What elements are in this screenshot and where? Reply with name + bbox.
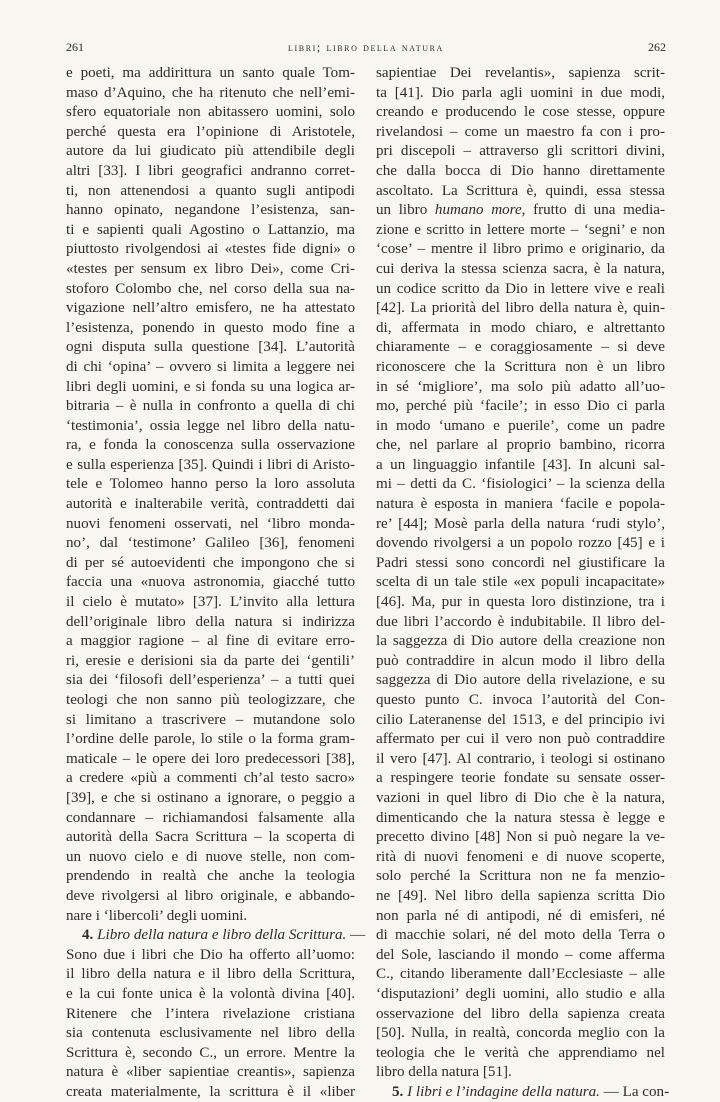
text-line: deve rivolgersi al libro originale, e abbando- — [66, 887, 355, 904]
text-line: si limitano a trascrivere – mutandone solo — [66, 711, 355, 728]
text-line: ‘cose’ – mentre il libro primo e originario, da — [376, 241, 665, 258]
text-line: rità di nuovi fenomeni e di nuove scoperte, — [376, 848, 665, 865]
text-line: «testes per sensum ex libro Dei», come Cri- — [66, 260, 355, 277]
text-line: un codice scritto da Dio in lettere vive e reali — [376, 280, 665, 297]
page-number-right: 262 — [648, 40, 666, 54]
text-line: ne [49]. Nel libro della sapienza scritta Dio — [376, 887, 665, 904]
text-line: [46]. Ma, pur in questa loro distinzione, tra i — [376, 594, 665, 611]
text-line: l’ordine delle parole, lo stile o la forma gram- — [66, 731, 355, 748]
text-line: ra, e fonda la conoscenza sulla osservazione — [66, 437, 355, 454]
text-line: maticale – le opere dei loro predecessori [38], — [66, 750, 355, 767]
text-line: prendendo in realtà che anche la teologia — [66, 868, 355, 885]
text-line: Ritenere che l’intera rivelazione cristiana — [66, 1005, 355, 1022]
text-line: il cielo è mutato» [37]. L’invito alla lettura — [66, 594, 355, 611]
text-line: a maggior ragione – al fine di evitare erro- — [66, 633, 355, 650]
text-line: re’ [44]; Mosè parla della natura ‘rudi stylo’, — [376, 515, 665, 532]
text-line: mi – detti da C. ‘fisiologici’ – la scienza della — [376, 476, 665, 493]
text-line: di, affermata in modo chiaro, e altrettanto — [376, 319, 665, 336]
text-line: in sé ‘migliore’, ma solo più adatto all’uo- — [376, 378, 665, 395]
text-line: ta [41]. Dio parla agli uomini in due modi, — [376, 84, 665, 101]
text-line: Padri stessi sono concordi nel giustificare la — [376, 554, 665, 571]
text-line: [39], e che si ostinano a ignorare, o peggio a — [66, 789, 355, 806]
text-line: perché questa era l’opinione di Aristotele, — [66, 123, 355, 140]
text-line: in modo ‘umano e puerile’, come un padre — [376, 417, 665, 434]
text-line: vigazione nell’altro emisfero, ne ha attestato — [66, 300, 355, 317]
text-line: altri [33]. I libri geografici andranno corret- — [66, 162, 355, 179]
text-line: ascoltato. La Scrittura è, quindi, essa stessa — [376, 182, 665, 199]
text-line: può contraddire in alcun modo il libro della — [376, 652, 665, 669]
text-line: a respingere teorie fondate su sensate osser- — [376, 770, 665, 787]
text-line: osservazione del libro della sapienza creata — [376, 1005, 665, 1022]
text-line: Sono due i libri che Dio ha offerto all’uomo: — [66, 946, 355, 963]
text-line: no’, dal ‘testimone’ Galileo [36], fenomeni — [66, 535, 355, 552]
text-line: tele e Tolomeo hanno perso la loro assoluta — [66, 476, 355, 493]
text-line: solo perché la Scrittura non ne fa menzio- — [376, 868, 665, 885]
text-line: pri discepoli – attraverso gli scrittori divini, — [376, 143, 665, 160]
text-line: dimenticando che la natura stessa è legge e — [376, 809, 665, 826]
text-line: ‘testimonia’, ossia legge nel libro della natu- — [66, 417, 355, 434]
text-line: affermato per cui il vero non può contraddire — [376, 731, 665, 748]
section-title: I libri e l’indagine della natura. — [407, 1083, 600, 1100]
text-line: maso d’Aquino, che ha ritenuto che nell’emi- — [66, 84, 355, 101]
text-line: che, nel parlare al proprio bambino, ricorra — [376, 437, 665, 454]
text-line: e la cui fonte unica è la volontà divina [40]. — [66, 985, 355, 1002]
text-line: ri, eresie e derisioni sia da parte dei ‘gentili’ — [66, 652, 355, 669]
text-line: un nuovo cielo e di nuove stelle, non com- — [66, 848, 355, 865]
text-line: sia dei ‘filosofi dell’esperienza’ – a tutti quei — [66, 672, 355, 689]
text-line: di macchie solari, né del moto della Terra o — [376, 927, 665, 944]
text-line: sfero equatoriale non abitassero uomini, solo — [66, 104, 355, 121]
text-line: e poeti, ma addirittura un santo quale Tom- — [66, 65, 355, 81]
text-line: libro della natura [51]. — [376, 1064, 512, 1081]
text-line: a un linguaggio infantile [43]. In alcuni sal- — [376, 456, 665, 473]
text-line: autorità e inalterabile verità, contraddetti dai — [66, 496, 355, 513]
text-line: a credere «più a commenti ch’al testo sacro» — [66, 770, 355, 787]
text-line: riconoscere che la Scrittura non è un libro — [376, 358, 665, 375]
text-line: autore da lui giudicato più attendibile degli — [66, 143, 355, 160]
text-line: stoforo Colombo che, nel corso della sua na- — [66, 280, 355, 297]
text-line: precetto divino [48] Non si può negare la ve- — [376, 829, 665, 846]
text-line: cilio Lateranense del 1513, e del principio ivi — [376, 711, 665, 728]
text-line: saggezza di Dio autore della rivelazione, e su — [376, 672, 665, 689]
section-number: 5. — [392, 1083, 404, 1100]
text-line: nuovi fenomeni osservati, nel ‘libro monda- — [66, 515, 355, 532]
text-line: faccia una «nuova astronomia, giacché tutto — [66, 574, 355, 591]
text-line: cui deriva la stessa scienza sacra, è la natura, — [376, 260, 665, 277]
text-line: del Sole, lasciando il mondo – come afferma — [376, 946, 665, 963]
text-line: nare i ‘libercoli’ degli uomini. — [66, 907, 248, 924]
section-heading — [376, 1083, 670, 1102]
left-text-column — [66, 64, 366, 1102]
text-line: condannare – richiamandosi falsamente alla — [66, 809, 355, 826]
section-heading — [66, 926, 366, 946]
text-line: teologi che non sanno più teologizzare, che — [66, 692, 355, 708]
text-line: [42]. La priorità del libro della natura è, quin- — [376, 300, 665, 317]
text-line: natura è «liber sapientiae creantis», sapienza — [66, 1064, 355, 1081]
text-line: il libro della natura e il libro della Scrittura, — [66, 966, 355, 983]
text-line: piuttosto rivolgendosi ai «testes fide digni» o — [66, 241, 355, 258]
text-line: rivelandosi – come un maestro fa con i pro- — [376, 123, 665, 140]
text-line: l’esistenza, ponendo in questo modo fine a — [66, 319, 355, 336]
text-line: ‘disputazioni’ degli uomini, allo studio e alla — [376, 985, 665, 1002]
text-line: bitraria – è nulla in confronto a quella di chi — [66, 398, 355, 415]
text-line: scelta di un tale stile «ex populi incapacitate» — [376, 574, 665, 591]
running-header — [66, 40, 666, 56]
text-line: chiaramente – e coraggiosamente – si deve — [376, 339, 665, 356]
text-line: natura è esposta in maniera ‘facile e popola- — [376, 496, 665, 513]
section-number: 4. — [82, 927, 94, 944]
text-line: autorità della Sacra Scrittura – la scoperta di — [66, 829, 355, 846]
section-dash: — — [346, 927, 366, 944]
text-line: [50]. Nulla, in realtà, concorda meglio con la — [376, 1025, 665, 1042]
text-line: zione e scritto in lettere morte – ‘segni’ e non — [376, 221, 665, 238]
text-line: non parla né di antipodi, né di emisferi, né — [376, 907, 665, 924]
text-line: vazioni in quel libro di Dio che è la natura, — [376, 789, 665, 806]
page-number-left: 261 — [66, 40, 84, 54]
section-title: Libro della natura e libro della Scrittura. — [97, 927, 347, 944]
text-line: hanno opinato, negandone l’esistenza, san- — [66, 202, 355, 219]
section-dash: — La con- — [599, 1083, 670, 1100]
text-line: il vero [47]. Al contrario, i teologi si ostinano — [376, 750, 665, 767]
text-line: teologia che le verità che apprendiamo nel — [376, 1044, 665, 1061]
text-line: ti, non attenendosi a quanto sugli antipodi — [66, 182, 355, 199]
text-line: mo, perché più ‘facile’; in esso Dio ci parla — [376, 398, 665, 415]
text-line: e sulla esperienza [35]. Quindi i libri di Aristo- — [66, 456, 355, 473]
text-line: questo punto C. invoca l’autorità del Con- — [376, 692, 665, 708]
text-line: la saggezza di Dio autore della creazione non — [376, 633, 665, 650]
text-line: creata materialmente, la scrittura è il «liber — [66, 1083, 355, 1100]
text-line: dovendo rivolgersi a un popolo rozzo [45] e i — [376, 535, 665, 552]
text-line: ogni disputa sulla questione [34]. L’autorità — [66, 339, 355, 356]
text-line: creando e producendo le cose stesse, oppure — [376, 104, 665, 121]
right-text-column — [376, 64, 670, 1102]
text-line: libri degli uomini, e si fonda su una logica ar- — [66, 378, 355, 395]
text-line: di per sé autoevidenti che impongono che si — [66, 554, 355, 571]
text-line: dell’originale libro della natura si indirizza — [66, 613, 355, 630]
text-line: di chi ‘opina’ – ovvero si limita a leggere nei — [66, 358, 355, 375]
text-line: ti e sapienti quali Agostino o Lattanzio, ma — [66, 221, 355, 238]
text-line: sia contenuta esclusivamente nel libro della — [66, 1025, 355, 1042]
text-line: C., citando liberamente dall’Ecclesiaste – alle — [376, 966, 665, 983]
text-line: due libri l’accordo è indubitabile. Il libro del- — [376, 613, 665, 630]
text-line: Scrittura è, secondo C., un errore. Mentre la — [66, 1044, 355, 1061]
text-line: che dalla bocca di Dio hanno direttamente — [376, 162, 665, 179]
text-line: un libro humano more, frutto di una media- — [376, 202, 665, 219]
text-line: sapientiae Dei revelantis», sapienza scrit- — [376, 65, 665, 81]
running-title: libri; libro della natura — [288, 40, 444, 54]
